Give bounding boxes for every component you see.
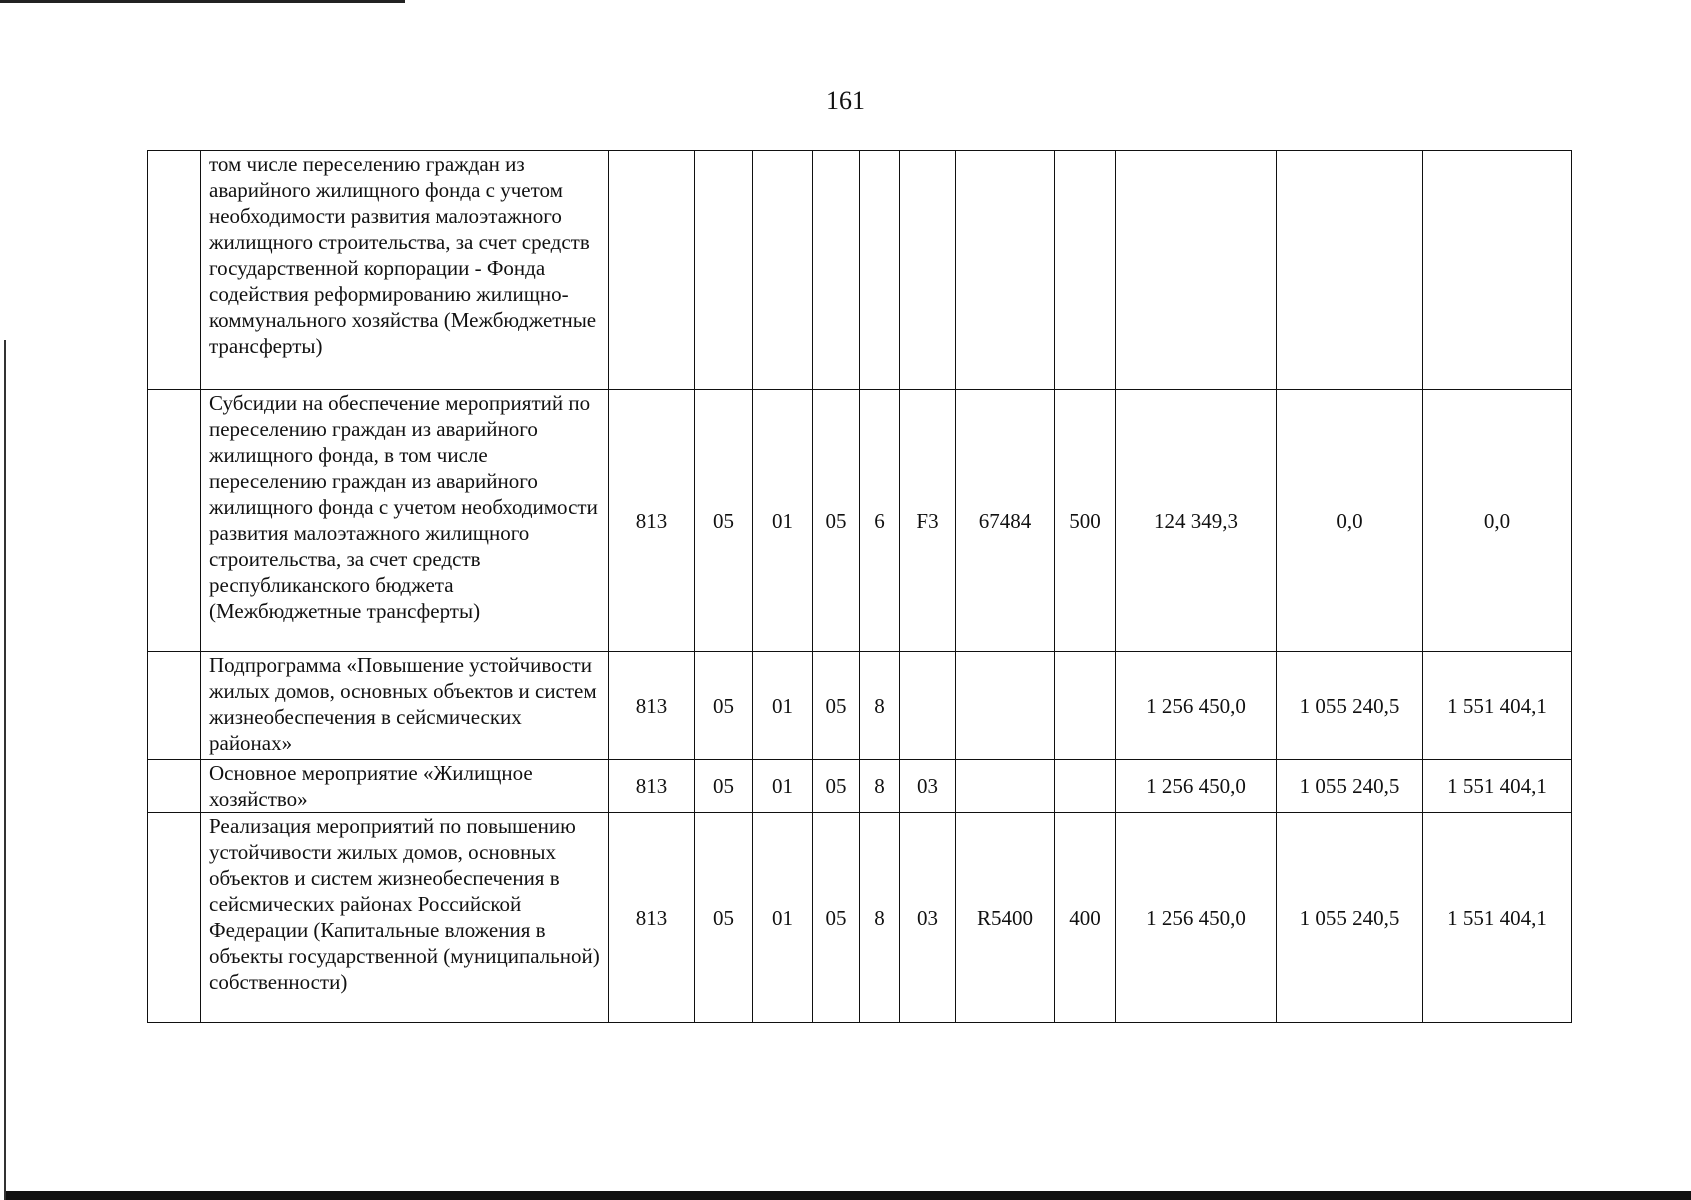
direction-code-cell bbox=[956, 151, 1055, 390]
program-code-cell: 05 bbox=[813, 813, 860, 1023]
subsection-cell: 01 bbox=[753, 760, 813, 813]
amount-year1-cell: 1 256 450,0 bbox=[1116, 813, 1277, 1023]
subsection-cell: 01 bbox=[753, 652, 813, 760]
subsection-cell bbox=[753, 151, 813, 390]
ministry-code-cell: 813 bbox=[609, 652, 695, 760]
section-cell: 05 bbox=[695, 813, 753, 1023]
main-activity-code-cell bbox=[900, 151, 956, 390]
main-activity-code-cell bbox=[900, 652, 956, 760]
amount-year2-cell: 1 055 240,5 bbox=[1277, 760, 1423, 813]
item-name-cell: Основное мероприятие «Жилищное хозяйство» bbox=[201, 760, 609, 813]
amount-year1-cell bbox=[1116, 151, 1277, 390]
expense-type-cell: 400 bbox=[1055, 813, 1116, 1023]
program-code-cell bbox=[813, 151, 860, 390]
item-name-cell: Подпрограмма «Повышение устойчивости жилых домов, основных объектов и систем жизнеобеспечения в сейсмических районах» bbox=[201, 652, 609, 760]
table-row bbox=[148, 760, 1572, 813]
direction-code-cell: 67484 bbox=[956, 390, 1055, 652]
direction-code-cell: R5400 bbox=[956, 813, 1055, 1023]
table-row bbox=[148, 390, 1572, 652]
subprogram-code-cell bbox=[860, 151, 900, 390]
amount-year3-cell: 1 551 404,1 bbox=[1423, 760, 1572, 813]
subprogram-code-cell: 8 bbox=[860, 760, 900, 813]
program-code-cell: 05 bbox=[813, 760, 860, 813]
amount-year2-cell: 1 055 240,5 bbox=[1277, 652, 1423, 760]
amount-year1-cell: 1 256 450,0 bbox=[1116, 652, 1277, 760]
subsection-cell: 01 bbox=[753, 390, 813, 652]
direction-code-cell bbox=[956, 760, 1055, 813]
row-number-cell bbox=[148, 760, 201, 813]
subprogram-code-cell: 8 bbox=[860, 813, 900, 1023]
direction-code-cell bbox=[956, 652, 1055, 760]
ministry-code-cell: 813 bbox=[609, 760, 695, 813]
scan-edge-bottom bbox=[6, 1191, 1691, 1200]
expense-type-cell bbox=[1055, 652, 1116, 760]
scan-edge-left bbox=[4, 340, 6, 1200]
program-code-cell: 05 bbox=[813, 390, 860, 652]
section-cell bbox=[695, 151, 753, 390]
expense-type-cell bbox=[1055, 151, 1116, 390]
item-name-cell: том числе переселению граждан из аварийного жилищного фонда с учетом необходимости развития малоэтажного жилищного строительства, за счет средств государственной корпорации - Фонда содействия реформированию жилищно-коммунального хозяйства (Межбюджетные трансферты) bbox=[201, 151, 609, 390]
row-number-cell bbox=[148, 813, 201, 1023]
section-cell: 05 bbox=[695, 760, 753, 813]
table-row bbox=[148, 151, 1572, 390]
scan-edge-top bbox=[0, 0, 405, 3]
page-number: 161 bbox=[826, 86, 865, 115]
amount-year2-cell: 0,0 bbox=[1277, 390, 1423, 652]
section-cell: 05 bbox=[695, 390, 753, 652]
table-row bbox=[148, 813, 1572, 1023]
item-name-cell: Реализация мероприятий по повышению устойчивости жилых домов, основных объектов и систем жизнеобеспечения в сейсмических районах Российской Федерации (Капитальные вложения в объекты государственной (муниципальной) собственности) bbox=[201, 813, 609, 1023]
row-number-cell bbox=[148, 151, 201, 390]
row-number-cell bbox=[148, 390, 201, 652]
ministry-code-cell bbox=[609, 151, 695, 390]
amount-year3-cell: 1 551 404,1 bbox=[1423, 652, 1572, 760]
amount-year1-cell: 1 256 450,0 bbox=[1116, 760, 1277, 813]
section-cell: 05 bbox=[695, 652, 753, 760]
expense-type-cell: 500 bbox=[1055, 390, 1116, 652]
budget-table bbox=[147, 150, 1572, 1023]
main-activity-code-cell: 03 bbox=[900, 813, 956, 1023]
amount-year3-cell: 0,0 bbox=[1423, 390, 1572, 652]
subsection-cell: 01 bbox=[753, 813, 813, 1023]
ministry-code-cell: 813 bbox=[609, 813, 695, 1023]
amount-year3-cell: 1 551 404,1 bbox=[1423, 813, 1572, 1023]
program-code-cell: 05 bbox=[813, 652, 860, 760]
expense-type-cell bbox=[1055, 760, 1116, 813]
subprogram-code-cell: 6 bbox=[860, 390, 900, 652]
amount-year1-cell: 124 349,3 bbox=[1116, 390, 1277, 652]
amount-year2-cell bbox=[1277, 151, 1423, 390]
amount-year3-cell bbox=[1423, 151, 1572, 390]
item-name-cell: Субсидии на обеспечение мероприятий по переселению граждан из аварийного жилищного фонда, в том числе переселению граждан из аварийного жилищного фонда с учетом необходимости развития малоэтажного жилищного строительства, за счет средств республиканского бюджета (Межбюджетные трансферты) bbox=[201, 390, 609, 652]
main-activity-code-cell: 03 bbox=[900, 760, 956, 813]
main-activity-code-cell: F3 bbox=[900, 390, 956, 652]
subprogram-code-cell: 8 bbox=[860, 652, 900, 760]
row-number-cell bbox=[148, 652, 201, 760]
table-row bbox=[148, 652, 1572, 760]
amount-year2-cell: 1 055 240,5 bbox=[1277, 813, 1423, 1023]
ministry-code-cell: 813 bbox=[609, 390, 695, 652]
